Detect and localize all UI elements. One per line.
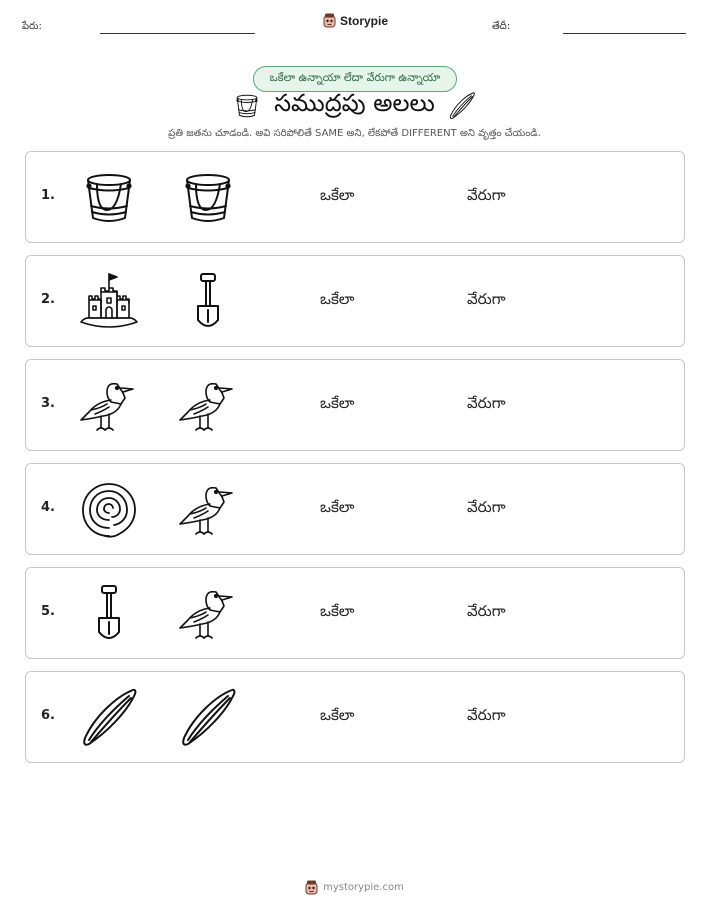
name-label: పేరు:: [22, 21, 42, 32]
storypie-logo-icon: [323, 13, 336, 28]
bucket-icon: [77, 166, 141, 230]
name-line[interactable]: [100, 33, 255, 34]
title-row: [0, 88, 709, 124]
storypie-logo-icon: [305, 880, 318, 895]
date-label: తేదీ:: [492, 21, 511, 32]
same-option[interactable]: ఒకేలా: [320, 706, 355, 724]
date-line[interactable]: [563, 33, 686, 34]
question-number: 4.: [41, 500, 55, 515]
same-option[interactable]: ఒకేలా: [320, 290, 355, 308]
shovel-icon: [176, 270, 240, 334]
shovel-icon: [77, 582, 141, 646]
bucket-icon: [176, 166, 240, 230]
different-option[interactable]: వేరుగా: [467, 602, 506, 620]
page-title: సముద్రపు అలలు: [274, 89, 435, 117]
footer: [0, 880, 709, 895]
same-option[interactable]: ఒకేలా: [320, 602, 355, 620]
question-number: 3.: [41, 396, 55, 411]
different-option[interactable]: వేరుగా: [467, 290, 506, 308]
different-option[interactable]: వేరుగా: [467, 394, 506, 412]
question-number: 2.: [41, 292, 55, 307]
question-row: [25, 463, 685, 555]
question-row: [25, 151, 685, 243]
surfboard-icon: [176, 686, 240, 750]
seagull-icon: [176, 374, 240, 438]
seagull-icon: [77, 374, 141, 438]
worksheet-header: [0, 0, 709, 50]
different-option[interactable]: వేరుగా: [467, 498, 506, 516]
question-number: 6.: [41, 708, 55, 723]
question-number: 5.: [41, 604, 55, 619]
shell-icon: [77, 478, 141, 542]
worksheet-type-badge: ఒకేలా ఉన్నాయా లేదా వేరుగా ఉన్నాయా: [253, 66, 457, 92]
bucket-icon: [232, 90, 262, 122]
surfboard-icon: [447, 90, 477, 122]
different-option[interactable]: వేరుగా: [467, 186, 506, 204]
brand: [323, 13, 388, 28]
same-option[interactable]: ఒకేలా: [320, 498, 355, 516]
brand-name: Storypie: [340, 13, 389, 28]
same-option[interactable]: ఒకేలా: [320, 186, 355, 204]
sandcastle-icon: [77, 270, 141, 334]
seagull-icon: [176, 478, 240, 542]
different-option[interactable]: వేరుగా: [467, 706, 506, 724]
same-option[interactable]: ఒకేలా: [320, 394, 355, 412]
seagull-icon: [176, 582, 240, 646]
surfboard-icon: [77, 686, 141, 750]
question-number: 1.: [41, 188, 55, 203]
question-row: [25, 567, 685, 659]
instructions: ప్రతి జతను చూడండి. అవి సరిపోలితే SAME అని, లేకపోతే DIFFERENT అని వృత్తం చేయండి.: [168, 128, 541, 139]
question-row: [25, 255, 685, 347]
question-row: [25, 671, 685, 763]
question-row: [25, 359, 685, 451]
footer-url: mystorypie.com: [323, 882, 404, 893]
